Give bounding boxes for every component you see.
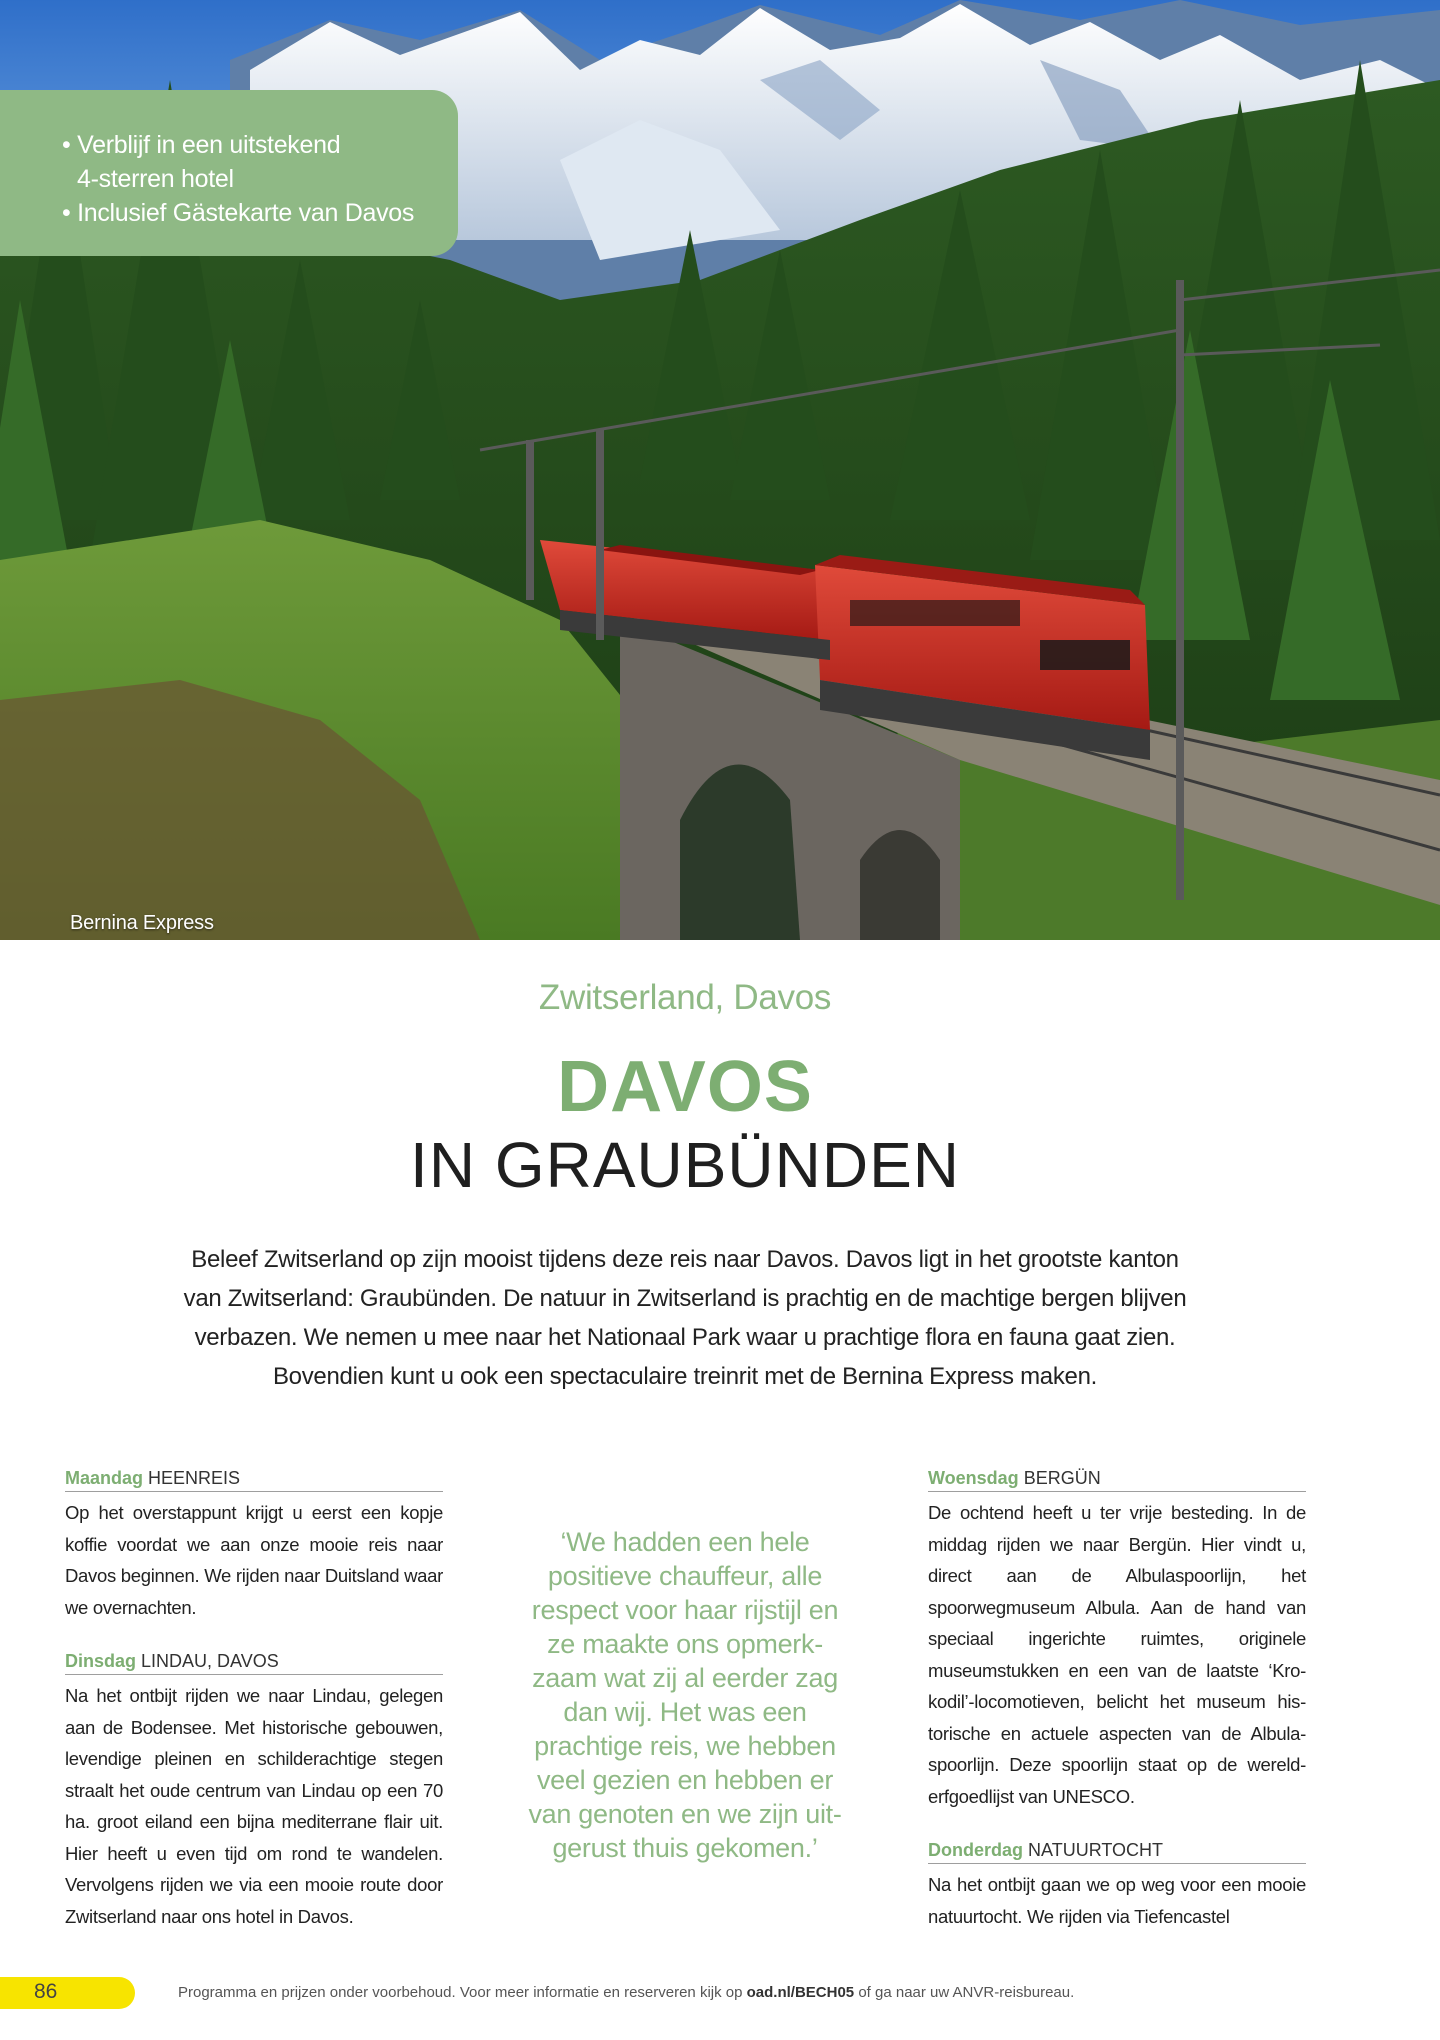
- day-block: [928, 1468, 1306, 1812]
- intro-line: van Zwitserland: Graubünden. De natuur in Zwitserland is prachtig en de machtige bergen blijven: [183, 1285, 1187, 1312]
- day-name: Maandag: [65, 1468, 144, 1488]
- day-name: Dinsdag: [65, 1651, 137, 1671]
- badge-line: 4-sterren hotel: [77, 165, 234, 193]
- quote-line: prachtige reis, we hebben: [534, 1731, 836, 1761]
- day-text: Na het ontbijt rijden we naar Lindau, gelegen aan de Bodensee. Met historische gebouwen, levendige pleinen en schilderachtige stegen straalt het oude centrum van Lindau op een 70 ha. groot eiland een bijna mediterrane flair uit. Hier heeft u even tijd om rond te wandelen. Vervolgens rijden we via een mooie route door Zwitserland naar ons hotel in Davos.: [65, 1685, 443, 1927]
- booking-link[interactable]: oad.nl/BECH05: [746, 1984, 855, 2001]
- intro-line: Beleef Zwitserland op zijn mooist tijdens deze reis naar Davos. Davos ligt in het grootste kanton: [191, 1246, 1179, 1273]
- quote-line: van genoten en we zijn uit-: [528, 1799, 842, 1829]
- day-text: Op het overstappunt krijgt u eerst een kopje koffie voordat we aan onze mooie reis naar Davos beginnen. We rijden naar Duitsland waar we overnachten.: [65, 1502, 443, 1618]
- intro-paragraph: [140, 1240, 1230, 1396]
- day-place: LINDAU, DAVOS: [141, 1651, 279, 1671]
- page-title: DAVOS: [557, 1047, 813, 1127]
- quote-line: respect voor haar rijstijl en: [531, 1595, 839, 1625]
- day-heading: [65, 1651, 443, 1675]
- customer-quote: [512, 1525, 858, 1865]
- day-name: Woensdag: [928, 1468, 1019, 1488]
- day-heading: [65, 1468, 443, 1492]
- day-name: Donderdag: [928, 1840, 1024, 1860]
- badge-line: • Verblijf in een uitstekend: [62, 131, 341, 159]
- hero-photo: [0, 0, 1440, 940]
- quote-line: gerust thuis gekomen.’: [552, 1833, 818, 1863]
- quote-line: zaam wat zij al eerder zag: [532, 1663, 838, 1693]
- page-number-tab: [0, 1977, 135, 2009]
- intro-line: verbazen. We nemen u mee naar het Nationaal Park waar u prachtige flora en fauna gaat zien.: [194, 1324, 1176, 1351]
- page-subtitle: IN GRAUBÜNDEN: [410, 1129, 960, 1201]
- badge-line: • Inclusief Gästekarte van Davos: [62, 199, 415, 227]
- day-block: [65, 1468, 443, 1623]
- photo-caption: Bernina Express: [70, 912, 214, 934]
- footer-text: of ga naar uw ANVR-reisbureau.: [854, 1984, 1075, 2001]
- destination-kicker: Zwitserland, Davos: [538, 978, 832, 1017]
- page-number: 86: [34, 1980, 58, 2003]
- day-text: Na het ontbijt gaan we op weg voor een mooie natuurtocht. We rijden via Tiefencastel: [928, 1874, 1306, 1927]
- day-place: HEENREIS: [148, 1468, 241, 1488]
- quote-line: positieve chauffeur, alle: [547, 1561, 823, 1591]
- footer-note: [178, 1984, 1074, 2001]
- day-place: NATUURTOCHT: [1028, 1840, 1164, 1860]
- day-heading: [928, 1840, 1306, 1864]
- quote-line: veel gezien en hebben er: [536, 1765, 834, 1795]
- quote-line: dan wij. Het was een: [563, 1697, 807, 1727]
- day-heading: [928, 1468, 1306, 1492]
- day-text: De ochtend heeft u ter vrije besteding. In de middag rijden we naar Bergün. Hier vindt u, direct aan de Albulaspoorlijn, het spoorwegmuseum Albula. Aan de hand van speciaal ingerichte ruimtes, originele museumstukken en een van de laatste ‘Kro-kodil’-locomotieven, belicht het museum his-torische en actuele aspecten van de Albula-spoorlijn. Deze spoorlijn staat op de wereld-erfgoedlijst van UNESCO.: [928, 1502, 1306, 1807]
- itinerary-column-left: [65, 1468, 443, 1960]
- highlights-badge: [0, 90, 458, 256]
- intro-line: Bovendien kunt u ook een spectaculaire treinrit met de Bernina Express maken.: [272, 1363, 1098, 1390]
- itinerary-column-right: [928, 1468, 1306, 1960]
- day-place: BERGÜN: [1023, 1468, 1101, 1488]
- quote-line: ze maakte ons opmerk-: [547, 1629, 823, 1659]
- day-block: [65, 1651, 443, 1932]
- footer-text: Programma en prijzen onder voorbehoud. Voor meer informatie en reserveren kijk op: [178, 1984, 747, 2001]
- day-block: [928, 1840, 1306, 1932]
- quote-line: ‘We hadden een hele: [560, 1527, 810, 1557]
